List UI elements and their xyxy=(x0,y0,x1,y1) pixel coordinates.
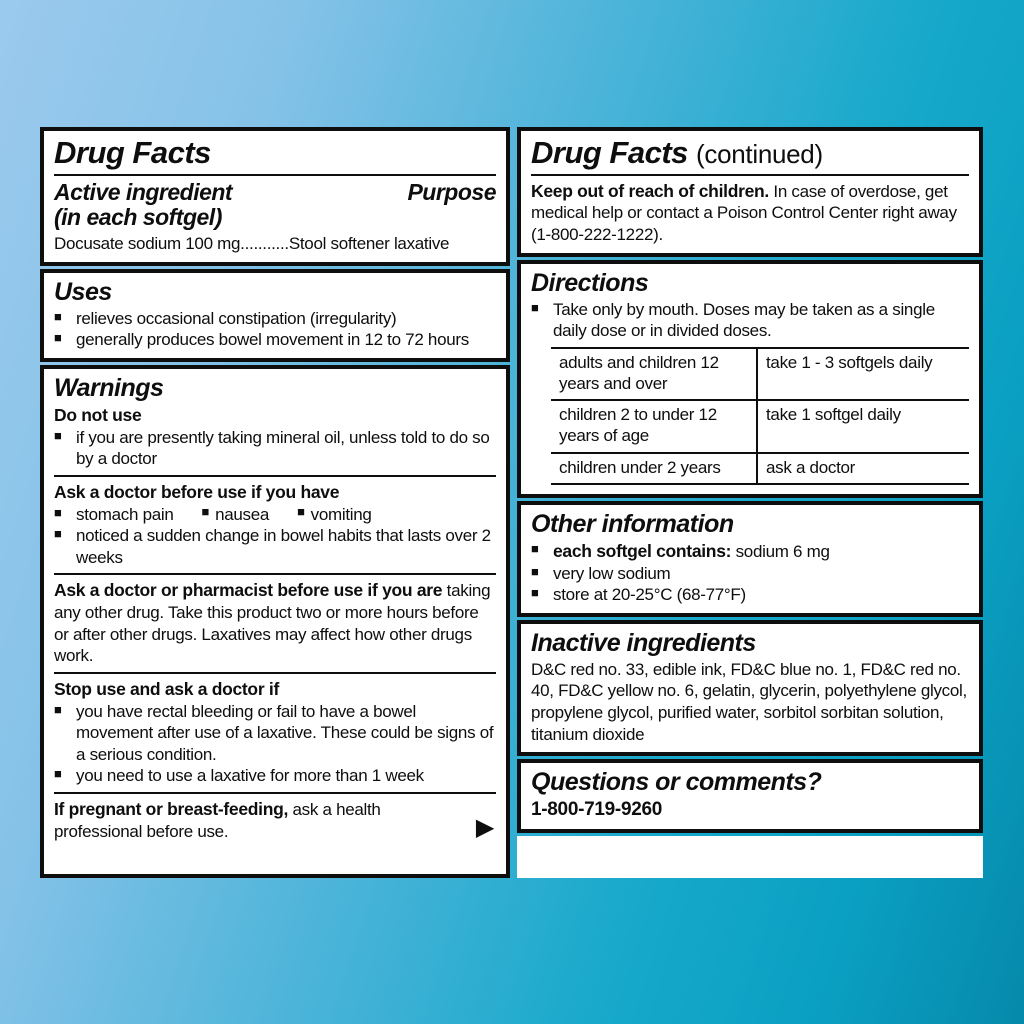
symptoms-list xyxy=(76,504,394,526)
questions-heading: Questions or comments? xyxy=(531,768,822,797)
symptom-vomiting: vomiting xyxy=(310,504,372,524)
bullet-square-icon: ■ xyxy=(201,503,210,519)
continue-arrow-icon: ▶ xyxy=(475,814,494,842)
bullet-square-icon: ■ xyxy=(531,540,539,556)
bullet-square-icon: ■ xyxy=(531,563,539,579)
other-info-bullet-1-text xyxy=(553,540,830,563)
symptom-stomach-pain: stomach pain xyxy=(76,504,174,524)
warnings-heading: Warnings xyxy=(54,373,164,402)
ask-doctor-heading: Ask a doctor before use if you have xyxy=(54,481,340,502)
directions-bullet xyxy=(531,299,969,342)
stop-use-bullet-2-text: you need to use a laxative for more than 1 week xyxy=(76,766,424,786)
pregnant-text: ask a health professional before use. xyxy=(54,799,381,841)
drug-facts-title: Drug Facts xyxy=(54,135,211,170)
pharmacist-text: taking any other drug. Take this product two or more hours before or after other drugs. Laxatives may affect how other drugs work. xyxy=(54,581,491,666)
directions-heading: Directions xyxy=(531,268,649,297)
stop-use-bullet-1-text: you have rectal bleeding or fail to have a bowel movement after use of a laxative. These could be signs of a serious condition. xyxy=(76,701,494,764)
active-ingredient-line2: (in each softgel) xyxy=(54,204,222,231)
age-group-cell: children under 2 years xyxy=(559,457,721,477)
dose-cell: take 1 - 3 softgels daily xyxy=(756,349,969,400)
other-info-bullet-2-text: very low sodium xyxy=(553,563,671,583)
dosage-table-row xyxy=(551,401,969,454)
bowel-habits-bullet xyxy=(54,525,496,568)
symptoms-row xyxy=(54,504,496,526)
bullet-square-icon: ■ xyxy=(54,330,62,346)
dosage-table xyxy=(551,347,969,485)
questions-section xyxy=(517,759,983,833)
bullet-square-icon: ■ xyxy=(531,585,539,601)
warnings-section xyxy=(40,365,510,878)
other-information-heading: Other information xyxy=(531,509,734,538)
bowel-habits-bullet-text: noticed a sudden change in bowel habits that lasts over 2 weeks xyxy=(76,526,491,567)
pharmacist-heading: Ask a doctor or pharmacist before use if you are xyxy=(54,580,443,601)
uses-bullet-1 xyxy=(54,308,496,330)
stop-use-bullet-2 xyxy=(54,765,496,787)
stop-use-bullet-1 xyxy=(54,701,496,766)
keep-out-paragraph xyxy=(531,180,969,246)
inactive-ingredients-text: D&C red no. 33, edible ink, FD&C blue no. 1, FD&C red no. 40, FD&C yellow no. 6, gelatin, glycerin, polyethylene glycol, propylene glycol, purified water, sorbitol sorbitan solution, titanium dioxide xyxy=(531,659,967,744)
active-ingredient-header-row xyxy=(54,180,496,232)
continued-text: (continued) xyxy=(696,139,823,169)
bullet-square-icon: ■ xyxy=(297,503,305,519)
uses-heading: Uses xyxy=(54,277,112,306)
dosage-table-row xyxy=(551,454,969,485)
inactive-ingredients-heading: Inactive ingredients xyxy=(531,628,756,657)
keep-out-bold-text: Keep out of reach of children. xyxy=(531,180,769,201)
bullet-square-icon: ■ xyxy=(54,526,62,542)
section-divider xyxy=(54,475,496,477)
inactive-ingredients-section xyxy=(517,620,983,756)
softgel-contains-value: sodium 6 mg xyxy=(735,541,830,561)
directions-bullet-text: Take only by mouth. Doses may be taken as a single daily dose or in divided doses. xyxy=(553,299,935,341)
symptom-nausea: nausea xyxy=(215,504,270,524)
directions-section xyxy=(517,260,983,498)
active-ingredient-section xyxy=(40,127,510,266)
other-information-section xyxy=(517,501,983,617)
other-info-bullet-2 xyxy=(531,563,969,585)
bullet-square-icon: ■ xyxy=(54,766,62,782)
softgel-contains-bold: each softgel contains: xyxy=(553,540,732,561)
uses-section xyxy=(40,269,510,362)
section-divider xyxy=(54,672,496,674)
other-info-bullet-3 xyxy=(531,584,969,606)
keep-out-text: In case of overdose, get medical help or contact a Poison Control Center right away (1-800-222-1222). xyxy=(531,181,957,244)
bullet-square-icon: ■ xyxy=(54,308,62,324)
dosage-table-row xyxy=(551,349,969,402)
ingredient-row: Docusate sodium 100 mg...........Stool softener laxative xyxy=(54,234,450,254)
phone-number: 1-800-719-9260 xyxy=(531,799,663,821)
drug-facts-continued-title xyxy=(531,135,969,171)
right-column xyxy=(517,127,983,878)
uses-bullet-2-text: generally produces bowel movement in 12 to 72 hours xyxy=(76,330,469,350)
do-not-use-bullet xyxy=(54,427,496,470)
bullet-square-icon: ■ xyxy=(531,299,539,315)
section-divider xyxy=(54,792,496,794)
dose-cell: take 1 softgel daily xyxy=(756,401,969,452)
title-rule xyxy=(531,174,969,176)
left-column xyxy=(40,127,510,878)
age-group-cell: children 2 to under 12 years of age xyxy=(559,405,717,446)
pregnant-paragraph xyxy=(54,798,496,842)
pharmacist-paragraph xyxy=(54,579,496,666)
bullet-square-icon: ■ xyxy=(54,504,62,520)
section-divider xyxy=(54,573,496,575)
do-not-use-bullet-text: if you are presently taking mineral oil, unless told to do so by a doctor xyxy=(76,427,490,469)
active-ingredient-line1: Active ingredient xyxy=(54,178,233,205)
drug-facts-title-text: Drug Facts xyxy=(531,135,688,170)
keep-out-section xyxy=(517,127,983,257)
uses-bullet-2 xyxy=(54,329,496,351)
blank-section xyxy=(517,836,983,878)
pregnant-bold-text: If pregnant or breast-feeding, xyxy=(54,798,289,819)
active-ingredient-heading xyxy=(54,180,232,232)
drug-facts-panel xyxy=(40,127,983,878)
age-group-cell: adults and children 12 years and over xyxy=(559,352,719,393)
bullet-square-icon: ■ xyxy=(54,701,62,717)
stop-use-heading: Stop use and ask a doctor if xyxy=(54,678,279,699)
purpose-heading: Purpose xyxy=(407,178,496,205)
uses-bullet-1-text: relieves occasional constipation (irregularity) xyxy=(76,308,397,328)
other-info-bullet-3-text: store at 20-25°C (68-77°F) xyxy=(553,585,746,605)
other-info-bullet-1 xyxy=(531,540,969,563)
dose-cell: ask a doctor xyxy=(756,454,969,483)
bullet-square-icon: ■ xyxy=(54,427,62,443)
title-rule xyxy=(54,174,496,176)
do-not-use-heading: Do not use xyxy=(54,404,142,425)
